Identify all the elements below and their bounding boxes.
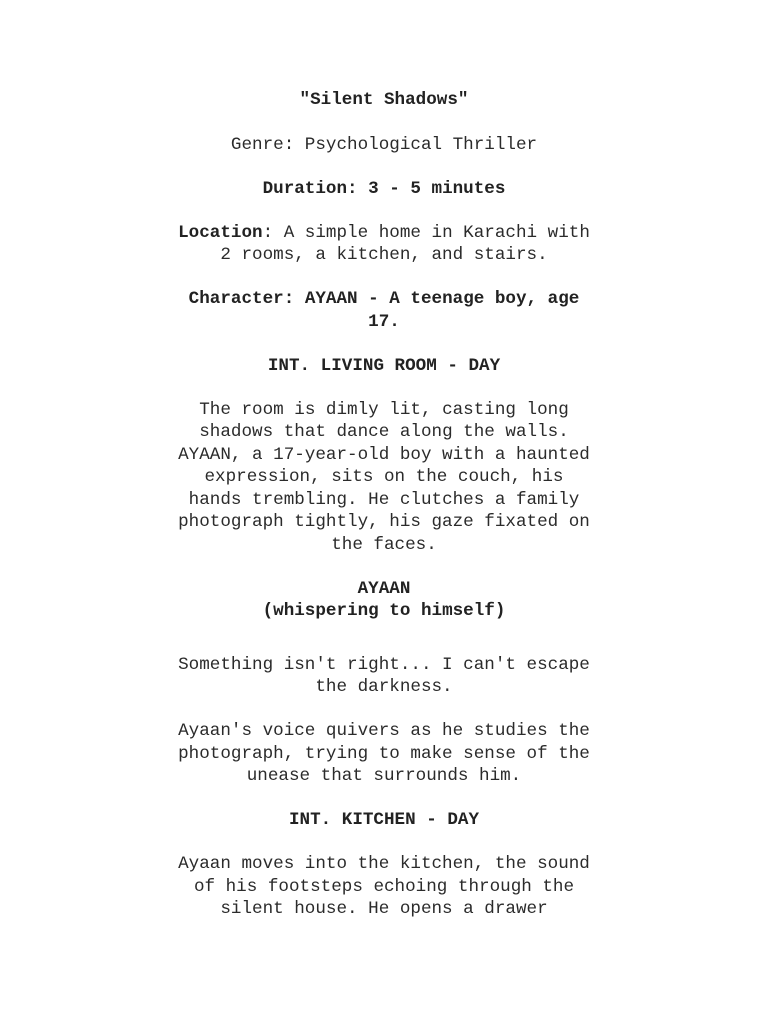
character-name: AYAAN [357,578,411,599]
action-photograph: Ayaan's voice quivers as he studies the photograph, trying to make sense of the unease that surrounds him. [178,721,590,786]
duration-line: Duration: 3 - 5 minutes [262,178,506,199]
action-living-room: The room is dimly lit, casting long shadows that dance along the walls. AYAAN, a 17-year-old boy with a haunted expression, sits on the couch, his hands trembling. He clutches a family photograph tightly, his gaze fixated on the faces. [178,399,590,555]
character-line [174,288,594,333]
genre-line: Genre: Psychological Thriller [230,134,538,155]
action-kitchen: Ayaan moves into the kitchen, the sound of his footsteps echoing through the silent house. He opens a drawer [178,854,590,919]
location-line [174,222,594,267]
scene-heading-kitchen: INT. KITCHEN - DAY [288,810,480,830]
character-cue [174,578,594,623]
location-text: : A simple home in Karachi with 2 rooms, a kitchen, and stairs. [220,222,590,265]
character-text: : AYAAN - A teenage boy, age 17. [283,289,580,332]
scene-heading-living-room: INT. LIVING ROOM - DAY [267,355,501,376]
screenplay-text [174,89,594,942]
location-label: Location [178,222,263,243]
script-title: "Silent Shadows" [299,90,469,110]
character-label: Character [188,289,284,309]
dialogue-line: Something isn't right... I can't escape the darkness. [178,654,590,697]
parenthetical: (whispering to himself) [262,601,506,621]
